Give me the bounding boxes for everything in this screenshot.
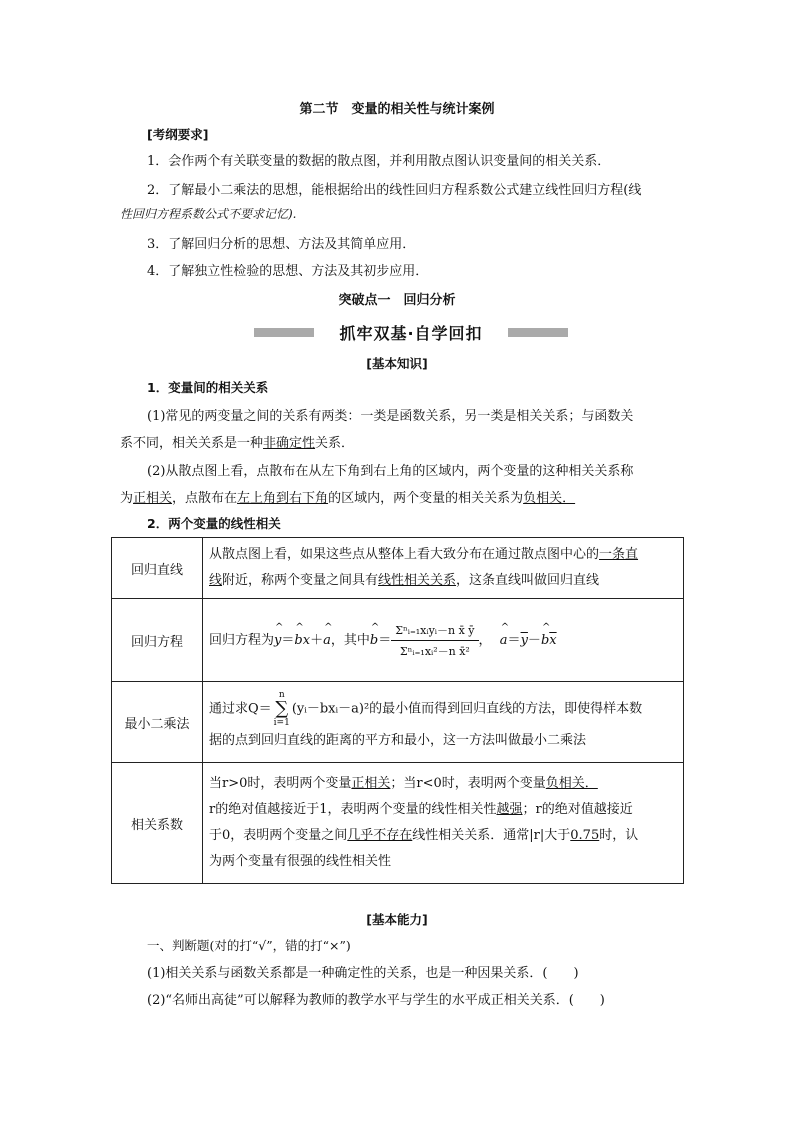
k1-paragraph: 系不同，相关关系是一种非确定性关系．	[120, 436, 355, 451]
b-formula: $\frac{\text{Σⁿᵢ₌₁xᵢyᵢ－n x̄ ȳ}}{\text{Σⁿᵢ₌₁xᵢ²－n x̄²}}$	[391, 622, 478, 659]
k1-paragraph: (2)从散点图上看，点散布在从左下角到右上角的区域内，两个变量的这种相关关系称	[147, 464, 634, 479]
outline-item: 1．会作两个有关联变量的数据的散点图，并利用散点图认识变量间的相关关系．	[147, 154, 611, 169]
banner-bar-right	[508, 328, 568, 337]
banner-text: 抓牢双基·自学回扣	[339, 324, 483, 343]
table-row	[112, 763, 684, 884]
table-cell: 通过求Q＝ n ∑ i=1 (yᵢ－bxᵢ－a)²的最小值而得到回归直线的方法，即使得样本数 据的点到回归直线的距离的平方和最小，这一方法叫做最小二乘法	[203, 682, 684, 763]
basic-ability-heading: [基本能力]	[366, 912, 428, 927]
table-label: 相关系数	[112, 763, 203, 884]
outline-item: 4．了解独立性检验的思想、方法及其初步应用．	[147, 264, 429, 279]
table-row	[112, 538, 684, 599]
banner	[254, 320, 568, 344]
k2-heading: 2．两个变量的线性相关	[147, 516, 281, 531]
table-cell: 回归方程为^ y＝^ bx＋^ a，其中^ b＝ $\frac{\text{Σⁿᵢ₌₁xᵢyᵢ－n x̄ ȳ}}{\text{Σⁿᵢ₌₁xᵢ²－n x̄²}}$ ， ^ $a=\overline{y}-\^{}$ $b\overline{x}$	[203, 599, 684, 682]
outline-item: 2．了解最小二乘法的思想，能根据给出的线性回归方程系数公式建立线性回归方程(线	[147, 183, 642, 198]
outline-heading: [考纲要求]	[147, 127, 209, 142]
k1-paragraph: (1)常见的两变量之间的关系有两类：一类是函数关系，另一类是相关关系；与函数关	[147, 409, 634, 424]
table-cell: 从散点图上看，如果这些点从整体上看大致分布在通过散点图中心的一条直 线附近，称两个变量之间具有线性相关关系，这条直线叫做回归直线	[203, 538, 684, 599]
basic-knowledge-heading: [基本知识]	[366, 356, 428, 371]
page-title: 第二节 变量的相关性与统计案例	[299, 102, 495, 117]
table-label: 回归直线	[112, 538, 203, 599]
k1-paragraph: 为正相关，点散布在左上角到右下角的区域内，两个变量的相关关系为负相关．	[120, 491, 576, 506]
table-row	[112, 682, 684, 763]
outline-item: 3．了解回归分析的思想、方法及其简单应用．	[147, 237, 416, 252]
banner-bar-left	[254, 328, 314, 337]
table-cell: 当r>0时，表明两个变量正相关；当r<0时，表明两个变量负相关． r的绝对值越接近于1，表明两个变量的线性相关性越强；r的绝对值越接近 于0，表明两个变量之间几乎不存在线性相关关系．通常|r|大于0.75时，认 为两个变量有很强的线性相关性	[203, 763, 684, 884]
judge-heading: 一、判断题(对的打“√”，错的打“×”)	[147, 938, 351, 953]
judge-question: (2)“名师出高徒”可以解释为教师的教学水平与学生的水平成正相关关系．( )	[147, 993, 605, 1008]
judge-question: (1)相关关系与函数关系都是一种确定性的关系，也是一种因果关系．( )	[147, 966, 579, 981]
k1-heading: 1．变量间的相关关系	[147, 380, 269, 395]
sum-symbol: n ∑ i=1	[273, 690, 290, 728]
table-label: 最小二乘法	[112, 682, 203, 763]
table-label: 回归方程	[112, 599, 203, 682]
section-title: 突破点一 回归分析	[338, 293, 456, 308]
regression-table	[111, 537, 684, 884]
table-row	[112, 599, 684, 682]
outline-item: 性回归方程系数公式不要求记忆).	[120, 207, 297, 221]
